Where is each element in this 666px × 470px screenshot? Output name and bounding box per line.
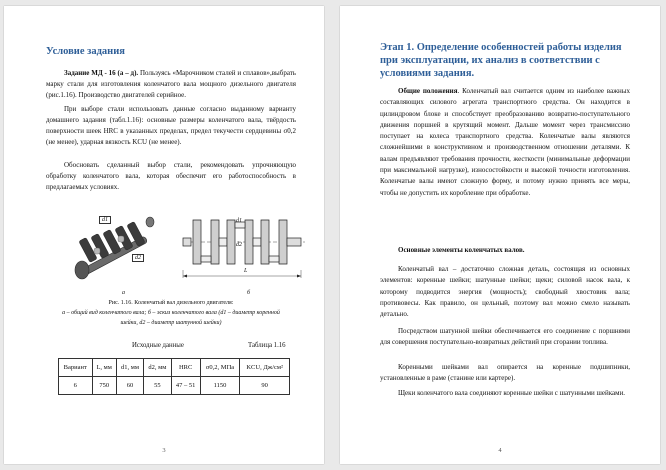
- crankshaft-photo: [70, 204, 162, 284]
- table-header-cell: L, мм: [92, 359, 116, 377]
- label-d2-sketch: d2: [236, 242, 242, 248]
- table-cell: 6: [59, 377, 93, 395]
- table-header-cell: σ0,2, МПа: [200, 359, 240, 377]
- figure-a-label: а: [122, 290, 125, 296]
- figure-b-label: б: [247, 290, 251, 296]
- table-row: [59, 377, 290, 395]
- document-page-left: [4, 6, 324, 464]
- paragraph-justify: Обосновать сделанный выбор стали, рекомендовать упрочняющую обработку коленчатого вала, которая обеспечит его работоспособность в предлагаемых условиях.: [46, 161, 296, 191]
- label-d2-photo: d2: [132, 254, 144, 262]
- section-title: Условие задания: [46, 46, 125, 57]
- stage-title: Этап 1. Определение особенностей работы изделия при эксплуатации, их анализ в соответствии с условиями задания.: [380, 42, 622, 79]
- paragraph-choice: При выборе стали использовать данные согласно выданному варианту домашнего задания (табл.1.16): основные размеры коленчатого вала, твёрдость поверхности шеек HRC в указанных пределах, предел текучести сердцевины σ0,2 (не менее), ударная вязкость KCU (не менее).: [46, 105, 296, 146]
- document-page-right: [340, 6, 660, 464]
- figure-caption-title: Рис. 1.16. Коленчатый вал дизельного двигателя:: [108, 300, 234, 306]
- table-cell: 750: [92, 377, 116, 395]
- table-cell: 90: [240, 377, 290, 395]
- general-text: . Коленчатый вал считается одним из наиболее важных составляющих силового агрегата транспортного средства. Он находится в цилиндровом блоке и способствует преобразованию возвратно-поступательного движения поршней в крутящий момент. Дальше момент через трансмиссию поступает на колеса транспортного средства. Коленчатые валы являются сложнейшими в конструктивном и производственном отношении деталями. К валам предъявляют требования прочности, жесткости (минимальные деформации при максимальной нагрузке), износостойкости и высокой точности изготовления. Коленчатые валы имеют сложную форму, и потому нужно принять все меры, чтобы не допустить их коробление при обработке.: [380, 87, 631, 197]
- subheading: Основные элементы коленчатых валов.: [398, 246, 525, 254]
- table-header-cell: d2, мм: [144, 359, 171, 377]
- table-header-cell: KCU, Дж/см²: [240, 359, 290, 377]
- label-length: L: [244, 268, 248, 274]
- table-cell: 60: [116, 377, 143, 395]
- table-header-cell: HRC: [171, 359, 200, 377]
- page-number: 4: [498, 447, 502, 454]
- table-cell: 47 – 51: [171, 377, 200, 395]
- table-header-cell: d1, мм: [116, 359, 143, 377]
- figure-caption-line2: а – общий вид коленчатого вала; б – эскиз коленчатого вала (d1 – диаметр коренной: [62, 310, 280, 316]
- label-d1-sketch: d1: [236, 218, 242, 224]
- paragraph-crankpin: Посредством шатунной шейки обеспечивается его соединение с поршнями для совершения поступательно-возвратных действий при сгорании топлива.: [380, 327, 630, 347]
- label-d1-photo: d1: [99, 216, 111, 224]
- task-label: Задание МД - 16 (а – д).: [64, 69, 139, 77]
- table-header-row: [59, 359, 290, 377]
- table-header-cell: Вариант: [59, 359, 93, 377]
- paragraph-cheeks: Щеки коленчатого вала соединяют коренные шейки с шатунными шейками.: [398, 389, 626, 397]
- task-paragraph: [46, 68, 296, 101]
- task-text: Пользуясь «Марочником сталей и сплавов»,выбрать марку стали для изготовления коленчатого вала мощного дизельного двигателя (рис.1.16). Производство двигателей серийное.: [46, 69, 296, 99]
- paragraph-main-journals: Коренными шейками вал опирается на коренные подшипники, установленные в раме (станине или картере).: [380, 363, 630, 383]
- table-number: Таблица 1.16: [248, 342, 286, 349]
- source-data-table: [58, 358, 290, 395]
- paragraph-elements: Коленчатый вал – достаточно сложная деталь, состоящая из основных элементов: коренные шейки; шатунные шейки; щеки; силовой насок вала, к которому подводится энергия (мощность); свободный хвостовик вала; противовесы. Как правило, он цельный, поэтому вал можно смело называть детально.: [380, 265, 630, 319]
- table-cell: 1150: [200, 377, 240, 395]
- page-number: 3: [162, 447, 166, 454]
- table-caption: Исходные данные: [132, 342, 184, 349]
- figure-caption-line3: шейки, d2 – диаметр шатунной шейки): [120, 320, 222, 326]
- general-label: Общие положения: [398, 87, 458, 95]
- general-paragraph: [380, 86, 630, 199]
- table-cell: 55: [144, 377, 171, 395]
